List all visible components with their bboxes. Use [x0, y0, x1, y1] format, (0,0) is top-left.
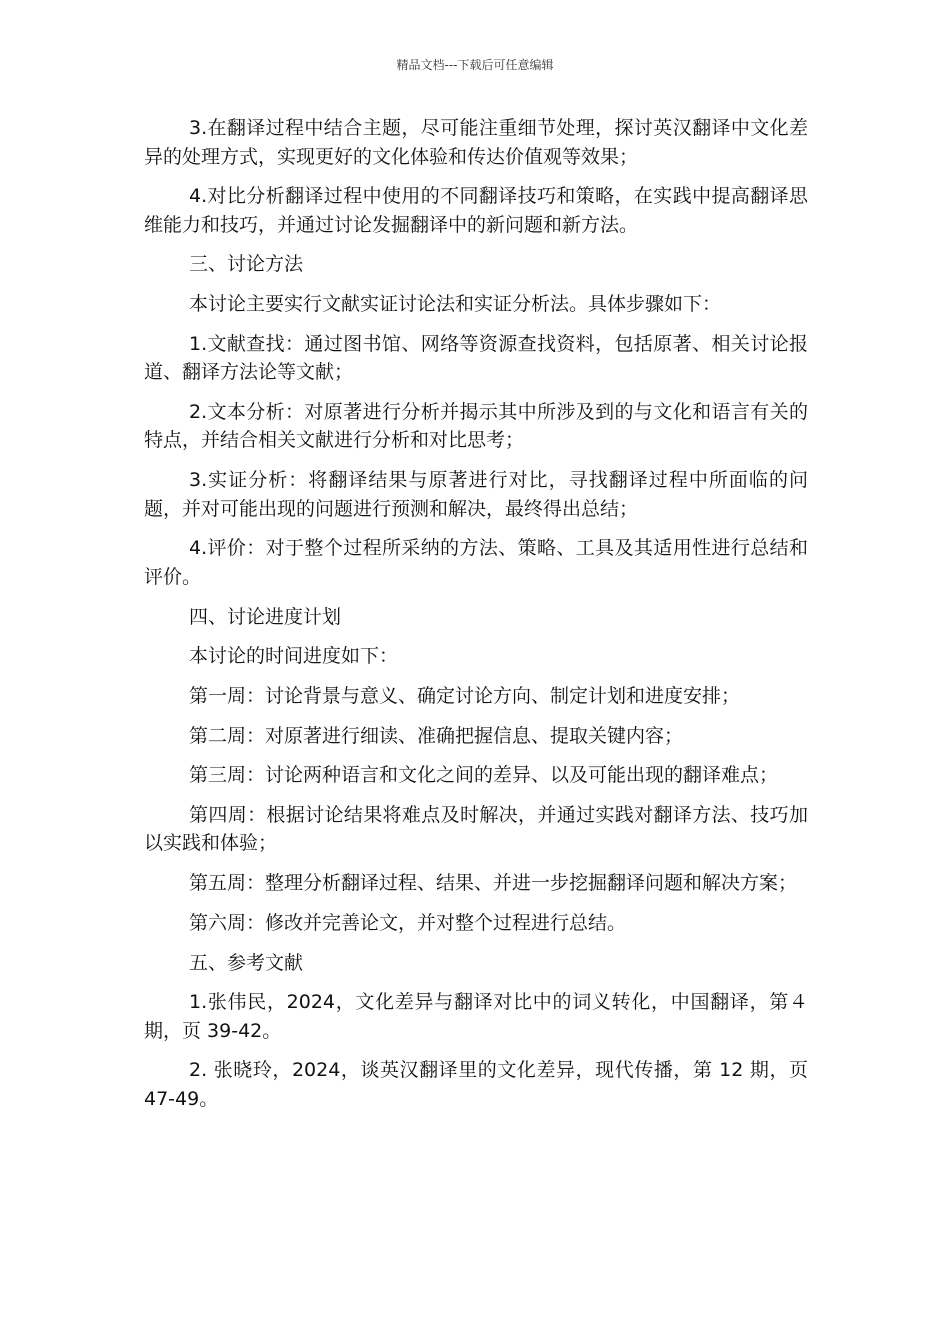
paragraph-week-5: 第五周：整理分析翻译过程、结果、并进一步挖掘翻译问题和解决方案； — [189, 872, 798, 895]
paragraph-methods-intro: 本讨论主要实行文献实证讨论法和实证分析法。具体步骤如下： — [189, 293, 722, 316]
page-header: 精品文档---下载后可任意编辑 — [396, 58, 554, 72]
reference-item-2: 2. 张晓玲，2024，谈英汉翻译里的文化差异，现代传播，第 12 期，页 47-49。 — [144, 1059, 808, 1110]
paragraph-step-1: 1.文献查找：通过图书馆、网络等资源查找资料，包括原著、相关讨论报道、翻译方法论等文献； — [144, 332, 808, 384]
paragraph-week-4: 第四周：根据讨论结果将难点及时解决，并通过实践对翻译方法、技巧加以实践和体验； — [144, 803, 808, 855]
paragraph-week-2: 第二周：对原著进行细读、准确把握信息、提取关键内容； — [189, 724, 684, 747]
paragraph-week-6: 第六周：修改并完善论文，并对整个过程进行总结。 — [189, 911, 627, 934]
paragraph-schedule-intro: 本讨论的时间进度如下： — [189, 645, 399, 668]
paragraph-week-1: 第一周：讨论背景与意义、确定讨论方向、制定计划和进度安排； — [189, 684, 741, 707]
section-heading-schedule: 四、讨论进度计划 — [189, 605, 342, 628]
reference-item-1: 1.张伟民，2024，文化差异与翻译对比中的词义转化，中国翻译，第４期，页 39-42。 — [144, 991, 808, 1042]
paragraph-objective-4: 4.对比分析翻译过程中使用的不同翻译技巧和策略，在实践中提高翻译思维能力和技巧，并通过讨论发掘翻译中的新问题和新方法。 — [144, 185, 808, 236]
section-heading-references: 五、参考文献 — [189, 951, 304, 974]
paragraph-step-4: 4.评价：对于整个过程所采纳的方法、策略、工具及其适用性进行总结和评价。 — [144, 537, 808, 588]
paragraph-step-3: 3.实证分析：将翻译结果与原著进行对比，寻找翻译过程中所面临的问题，并对可能出现的问题进行预测和解决，最终得出总结； — [144, 469, 808, 520]
paragraph-step-2: 2.文本分析：对原著进行分析并揭示其中所涉及到的与文化和语言有关的特点，并结合相关文献进行分析和对比思考； — [144, 400, 808, 452]
section-heading-methods: 三、讨论方法 — [189, 253, 304, 276]
document-body — [144, 114, 808, 1125]
paragraph-week-3: 第三周：讨论两种语言和文化之间的差异、以及可能出现的翻译难点； — [189, 764, 779, 787]
paragraph-objective-3: 3.在翻译过程中结合主题，尽可能注重细节处理，探讨英汉翻译中文化差异的处理方式，实现更好的文化体验和传达价值观等效果； — [144, 117, 808, 168]
